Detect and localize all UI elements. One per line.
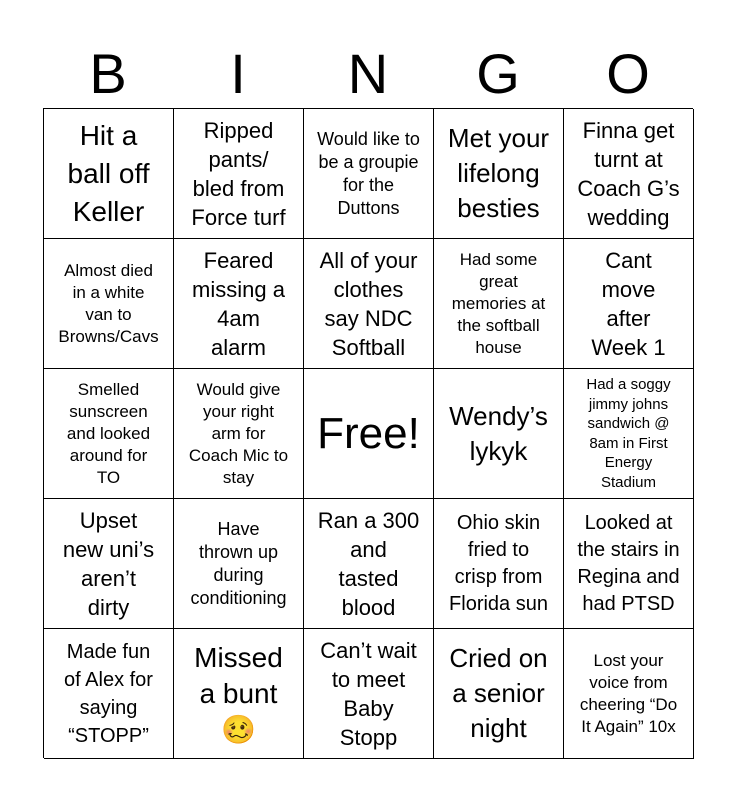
- cell-text: Can’t wait to meet Baby Stopp: [320, 637, 417, 750]
- cell-text: Missed a bunt 🥴: [194, 641, 283, 745]
- bingo-cell-r4c4[interactable]: [434, 499, 564, 629]
- cell-text: Feared missing a 4am alarm: [192, 247, 285, 360]
- bingo-board: [43, 108, 693, 758]
- bingo-cell-r1c5[interactable]: [564, 109, 694, 239]
- cell-text: Met your lifelong besties: [447, 123, 550, 223]
- cell-text: Finna get turnt at Coach G’s wedding: [577, 117, 680, 230]
- bingo-cell-r4c3[interactable]: [304, 499, 434, 629]
- bingo-cell-r5c4[interactable]: [434, 629, 564, 759]
- bingo-header: [43, 40, 693, 108]
- cell-text: Ohio skin fried to crisp from Florida sun: [449, 511, 548, 615]
- cell-text: All of your clothes say NDC Softball: [319, 247, 418, 360]
- cell-text: Wendy’s lykyk: [449, 400, 548, 466]
- header-letter-i: I: [230, 42, 246, 105]
- cell-text: Ripped pants/ bled from Force turf: [191, 117, 286, 230]
- bingo-cell-r2c3[interactable]: [304, 239, 434, 369]
- bingo-cell-r5c3[interactable]: [304, 629, 434, 759]
- bingo-cell-r4c1[interactable]: [44, 499, 174, 629]
- cell-text: Had some great memories at the softball house: [451, 249, 546, 357]
- bingo-cell-r2c1[interactable]: [44, 239, 174, 369]
- bingo-cell-r2c2[interactable]: [174, 239, 304, 369]
- bingo-cell-r2c5[interactable]: [564, 239, 694, 369]
- cell-text: Would like to be a groupie for the Duttons: [317, 128, 420, 218]
- bingo-cell-r1c3[interactable]: [304, 109, 434, 239]
- cell-text: Have thrown up during conditioning: [190, 518, 287, 608]
- header-letter-n: N: [347, 42, 389, 105]
- cell-text: Cant move after Week 1: [591, 247, 666, 360]
- bingo-cell-r5c5[interactable]: [564, 629, 694, 759]
- header-letter-b: B: [89, 42, 127, 105]
- cell-text: Ran a 300 and tasted blood: [317, 507, 420, 620]
- bingo-cell-r3c4[interactable]: [434, 369, 564, 499]
- cell-text: Would give your right arm for Coach Mic to stay: [188, 379, 289, 487]
- bingo-cell-r3c2[interactable]: [174, 369, 304, 499]
- cell-text: Almost died in a white van to Browns/Cavs: [58, 260, 159, 346]
- cell-text: Upset new uni’s aren’t dirty: [62, 507, 155, 620]
- cell-text: Had a soggy jimmy johns sandwich @ 8am in First Energy Stadium: [586, 376, 671, 491]
- bingo-cell-r3c1[interactable]: [44, 369, 174, 499]
- header-letter-o: O: [606, 42, 650, 105]
- bingo-cell-r4c2[interactable]: [174, 499, 304, 629]
- free-space-text: Free!: [317, 408, 420, 458]
- bingo-cell-r4c5[interactable]: [564, 499, 694, 629]
- header-letter-g: G: [476, 42, 520, 105]
- bingo-cell-r5c1[interactable]: [44, 629, 174, 759]
- bingo-cell-r1c2[interactable]: [174, 109, 304, 239]
- cell-text: Lost your voice from cheering “Do It Again” 10x: [579, 650, 678, 736]
- cell-text: Smelled sunscreen and looked around for TO: [66, 379, 151, 487]
- bingo-cell-r2c4[interactable]: [434, 239, 564, 369]
- bingo-cell-r1c1[interactable]: [44, 109, 174, 239]
- cell-text: Hit a ball off Keller: [67, 119, 150, 227]
- bingo-cell-r5c2[interactable]: [174, 629, 304, 759]
- cell-text: Looked at the stairs in Regina and had PTSD: [577, 511, 680, 615]
- cell-text: Made fun of Alex for saying “STOPP”: [64, 640, 153, 747]
- bingo-cell-r3c3-free[interactable]: [304, 369, 434, 499]
- bingo-cell-r1c4[interactable]: [434, 109, 564, 239]
- bingo-cell-r3c5[interactable]: [564, 369, 694, 499]
- cell-text: Cried on a senior night: [449, 643, 548, 743]
